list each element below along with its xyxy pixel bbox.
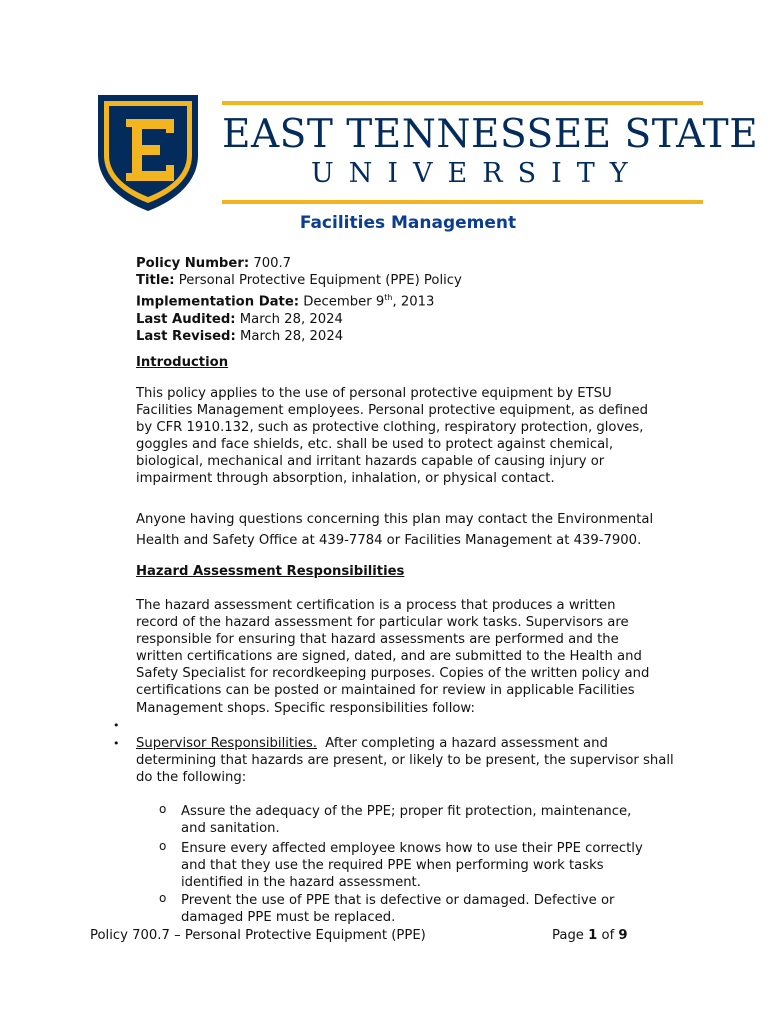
contact-paragraph: Anyone having questions concerning this plan may contact the Environmental Health and Safety Office at 439-7784 or Facilities Management at 439-7900. (136, 512, 654, 548)
introduction-paragraph: This policy applies to the use of personal protective equipment by ETSU Facilities Management employees. Personal protective equipment, as defined by CFR 1910.132, such as protective clothing, respiratory protection, gloves, goggles and face shields, etc. shall be used to protect against chemical, biological, mechanical and irritant hazards capable of causing injury or impairment through absorption, inhalation, or physical contact. (136, 386, 648, 487)
title-row: Title: Personal Protective Equipment (PPE) Policy (136, 273, 462, 289)
item-marker: o (159, 802, 167, 816)
footer-title: Policy 700.7 – Personal Protective Equipment (PPE) (90, 928, 426, 943)
policy-meta (136, 255, 462, 345)
item-marker: o (159, 891, 167, 905)
hazard-paragraph: The hazard assessment certification is a process that produces a written record of the hazard assessment for particular work tasks. Supervisors are responsible for ensuring that hazard assessments are performed and the written certifications are signed, dated, and are submitted to the Health and Safety Specialist for recordkeeping purposes. Copies of the written policy and certifications can be posted or maintained for review in applicable Facilities Management shops. Specific responsibilities follow: (136, 598, 650, 716)
etsu-shield-logo (96, 93, 200, 213)
implementation-row: Implementation Date: December 9th, 2013 (136, 293, 435, 310)
university-subtitle: UNIVERSITY (311, 158, 643, 189)
footer-page-number: Page 1 of 9 (552, 928, 628, 943)
empty-bullet: • (113, 719, 120, 732)
department-title: Facilities Management (299, 213, 517, 233)
university-name: EAST TENNESSEE STATE (222, 112, 759, 157)
supervisor-label: Supervisor Responsibilities. (136, 736, 317, 751)
supervisor-bullet: • (113, 737, 120, 750)
revised-row: Last Revised: March 28, 2024 (136, 328, 344, 344)
introduction-heading: Introduction (136, 355, 229, 370)
header-rule-top (222, 101, 703, 105)
supervisor-item: Prevent the use of PPE that is defective or damaged. Defective or damaged PPE must be replaced. (181, 893, 615, 926)
audited-row: Last Audited: March 28, 2024 (136, 311, 343, 327)
supervisor-paragraph: Supervisor Responsibilities. After completing a hazard assessment and determining that hazards are present, or likely to be present, the supervisor shall do the following: (136, 736, 674, 786)
header-rule-bottom (222, 200, 703, 204)
policy-number-row: Policy Number: 700.7 (136, 256, 292, 271)
hazard-heading: Hazard Assessment Responsibilities (136, 564, 405, 579)
supervisor-item: Assure the adequacy of the PPE; proper fit protection, maintenance, and sanitation. (181, 804, 632, 837)
supervisor-item: Ensure every affected employee knows how to use their PPE correctly and that they use the required PPE when performing work tasks identified in the hazard assessment. (181, 841, 643, 891)
item-marker: o (159, 839, 167, 853)
